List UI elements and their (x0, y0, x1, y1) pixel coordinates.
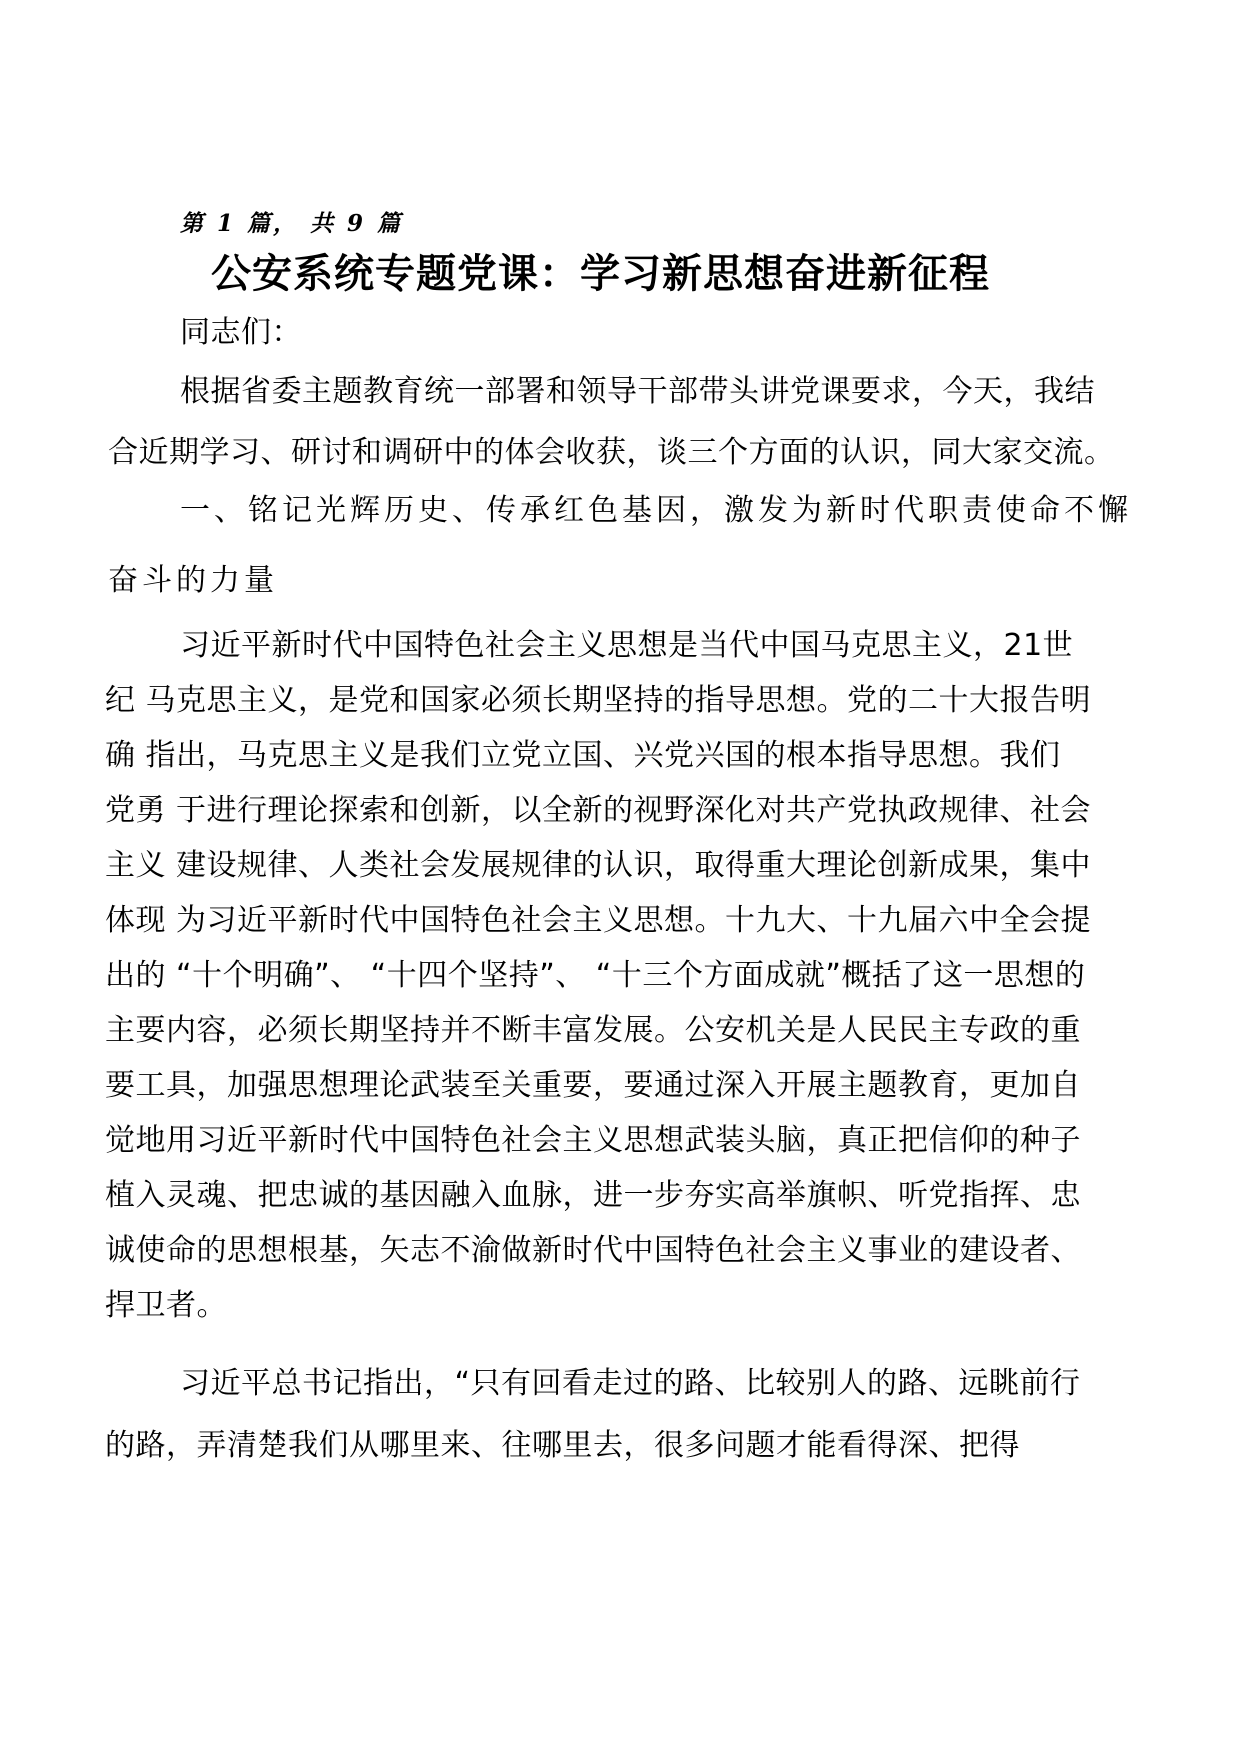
intro-line-1: 根据省委主题教育统一部署和领导干部带头讲党课要求，今天，我结 (180, 374, 1095, 409)
paragraph-1-line-2: 纪 马克思主义，是党和国家必须长期坚持的指导思想。党的二十大报告明 (105, 683, 1092, 718)
paragraph-1-line-13: 捍卫者。 (105, 1288, 227, 1323)
paragraph-1-line-4: 党勇 于进行理论探索和创新，以全新的视野深化对共产党执政规律、社会 (105, 793, 1092, 828)
paragraph-1-line-3: 确 指出，马克思主义是我们立党立国、兴党兴国的根本指导思想。我们 (105, 738, 1061, 773)
paragraph-1-line-10: 觉地用习近平新时代中国特色社会主义思想武装头脑，真正把信仰的种子 (105, 1123, 1081, 1158)
intro-line-2: 合近期学习、研讨和调研中的体会收获，谈三个方面的认识，同大家交流。 (108, 435, 1115, 470)
document-title: 公安系统专题党课：学习新思想奋进新征程 (211, 251, 990, 297)
paragraph-1-line-9: 要工具，加强思想理论武装至关重要，要通过深入开展主题教育，更加自 (105, 1068, 1081, 1103)
paragraph-2-line-1: 习近平总书记指出，“只有回看走过的路、比较别人的路、远眺前行 (180, 1366, 1081, 1401)
paragraph-1-line-6: 体现 为习近平新时代中国特色社会主义思想。十九大、十九届六中全会提 (105, 903, 1092, 938)
section-1-heading-line-2: 奋斗的力量 (108, 563, 278, 598)
greeting: 同志们： (180, 315, 302, 350)
paragraph-1-line-11: 植入灵魂、把忠诚的基因融入血脉，进一步夯实高举旗帜、听党指挥、忠 (105, 1178, 1081, 1213)
paragraph-1-line-12: 诚使命的思想根基，矢志不渝做新时代中国特色社会主义事业的建设者、 (105, 1233, 1081, 1268)
section-1-heading-line-1: 一、铭记光辉历史、传承红色基因，激发为新时代职责使命不懈 (180, 493, 1132, 528)
paragraph-2-line-2: 的路，弄清楚我们从哪里来、往哪里去，很多问题才能看得深、把得 (105, 1428, 1020, 1463)
paragraph-1-line-5: 主义 建设规律、人类社会发展规律的认识，取得重大理论创新成果，集中 (105, 848, 1092, 883)
paragraph-1-line-7: 出的 “十个明确”、 “十四个坚持”、 “十三个方面成就”概括了这一思想的 (105, 958, 1086, 993)
paragraph-1-line-1: 习近平新时代中国特色社会主义思想是当代中国马克思主义，21世 (180, 628, 1074, 663)
paragraph-1-line-8: 主要内容，必须长期坚持并不断丰富发展。公安机关是人民民主专政的重 (105, 1013, 1081, 1048)
document-counter: 第 1 篇， 共 9 篇 (180, 210, 404, 237)
